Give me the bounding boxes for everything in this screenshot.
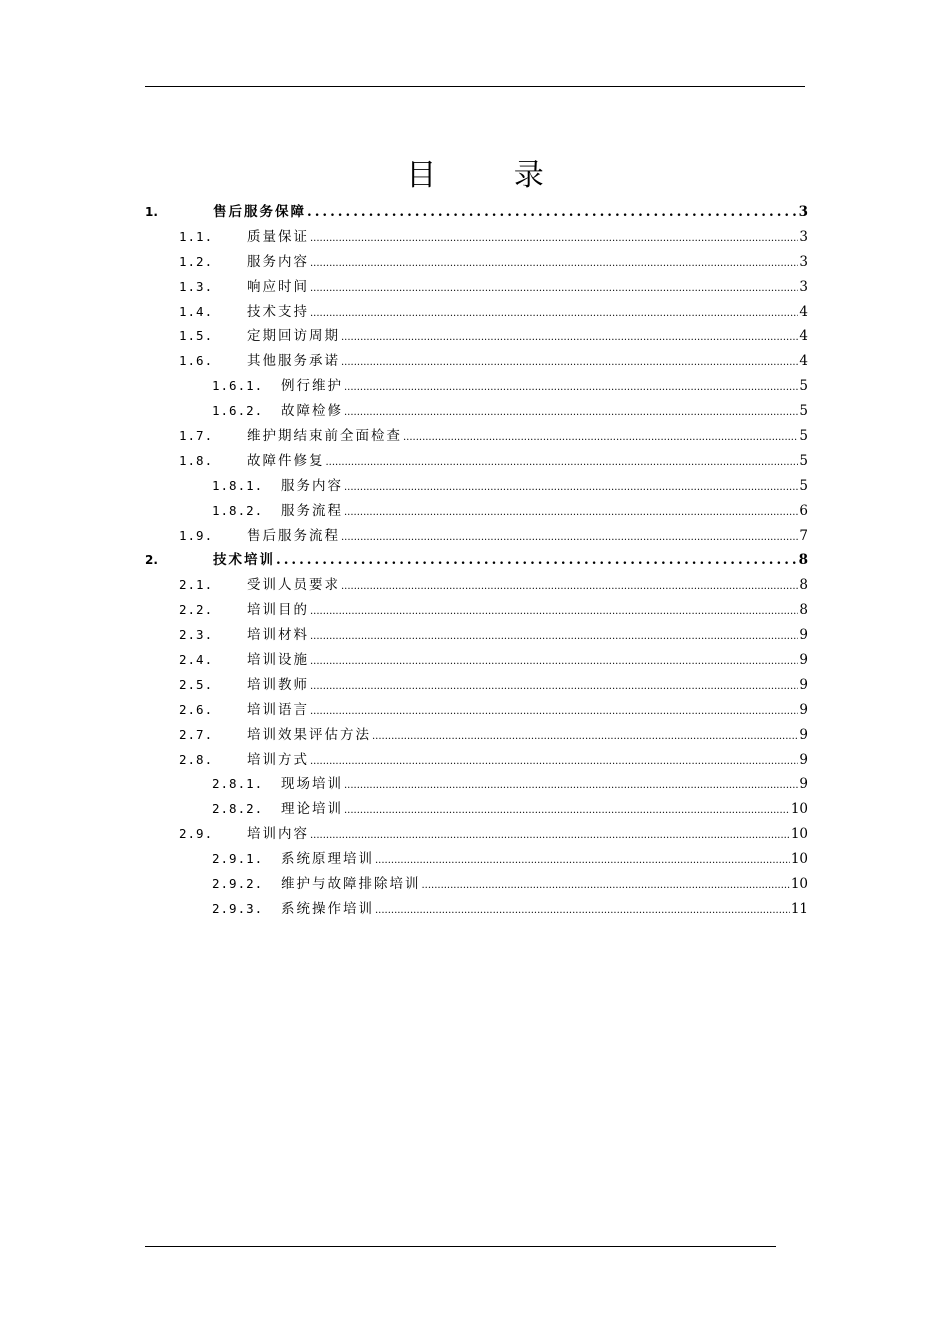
toc-entry[interactable] <box>145 424 808 449</box>
toc-entry-page: 3 <box>799 228 808 245</box>
toc-leader-dots <box>310 698 798 725</box>
toc-entry-label: 受训人员要求 <box>247 577 340 594</box>
toc-entry-label: 其他服务承诺 <box>247 353 340 370</box>
toc-entry[interactable] <box>145 548 808 573</box>
toc-entry-label: 培训方式 <box>247 751 309 768</box>
toc-entry-page: 9 <box>799 676 808 693</box>
toc-entry[interactable] <box>145 797 808 822</box>
toc-leader-dots <box>276 548 798 573</box>
toc-entry-page: 5 <box>799 378 808 395</box>
toc-title: 目 录 <box>406 158 578 193</box>
toc-leader-dots <box>344 399 798 426</box>
toc-leader-dots <box>341 573 798 600</box>
toc-entry[interactable] <box>145 474 808 499</box>
toc-entry-page: 4 <box>799 303 808 320</box>
toc-entry-label: 故障件修复 <box>247 452 325 469</box>
toc-entry-page: 7 <box>799 527 808 544</box>
toc-entry-page: 3 <box>799 253 808 270</box>
toc-leader-dots <box>375 897 790 924</box>
toc-entry-label: 现场培训 <box>281 776 343 793</box>
toc-entry[interactable] <box>145 449 808 474</box>
toc-entry-label: 理论培训 <box>281 801 343 818</box>
toc-entry[interactable] <box>145 275 808 300</box>
toc-entry-page: 9 <box>799 627 808 644</box>
toc-leader-dots <box>307 200 798 225</box>
toc-entry-page: 6 <box>799 502 808 519</box>
toc-entry-number: 1.4. <box>179 303 214 319</box>
toc-entry[interactable] <box>145 399 808 424</box>
toc-entry-page: 8 <box>799 602 808 619</box>
toc-leader-dots <box>310 648 798 675</box>
toc-leader-dots <box>310 300 798 327</box>
toc-entry[interactable] <box>145 723 808 748</box>
toc-entry-number: 1.6.1. <box>212 378 264 394</box>
toc-leader-dots <box>344 374 798 401</box>
toc-leader-dots <box>310 225 798 252</box>
toc-entry-number: 2. <box>145 553 158 568</box>
toc-entry[interactable] <box>145 374 808 399</box>
toc-entry-label: 例行维护 <box>281 378 343 395</box>
table-of-contents <box>145 200 808 922</box>
toc-entry-label: 培训内容 <box>247 826 309 843</box>
toc-entry-label: 技术支持 <box>247 303 309 320</box>
toc-entry-number: 1.3. <box>179 278 214 294</box>
toc-leader-dots <box>341 524 798 551</box>
toc-entry-label: 维护与故障排除培训 <box>281 876 421 893</box>
toc-entry-number: 1.9. <box>179 527 214 543</box>
toc-entry-page: 5 <box>799 452 808 469</box>
toc-entry-label: 培训教师 <box>247 676 309 693</box>
toc-entry-page: 5 <box>799 428 808 445</box>
toc-entry-page: 9 <box>799 776 808 793</box>
toc-leader-dots <box>310 250 798 277</box>
toc-entry-label: 培训材料 <box>247 627 309 644</box>
toc-leader-dots <box>341 324 798 351</box>
toc-entry[interactable] <box>145 648 808 673</box>
toc-entry-number: 2.3. <box>179 627 214 643</box>
toc-entry-label: 响应时间 <box>247 278 309 295</box>
toc-leader-dots <box>344 474 798 501</box>
toc-entry-number: 1. <box>145 205 158 219</box>
toc-entry[interactable] <box>145 200 808 225</box>
toc-entry-label: 质量保证 <box>247 228 309 245</box>
toc-entry-page: 9 <box>799 751 808 768</box>
footer-rule <box>145 1246 776 1247</box>
toc-entry-number: 2.1. <box>179 577 214 593</box>
toc-entry[interactable] <box>145 499 808 524</box>
toc-entry-label: 维护期结束前全面检查 <box>247 428 402 445</box>
toc-entry-number: 1.6.2. <box>212 403 264 419</box>
toc-entry-label: 故障检修 <box>281 403 343 420</box>
toc-entry-number: 1.8. <box>179 452 214 468</box>
toc-entry-page: 5 <box>799 403 808 420</box>
toc-leader-dots <box>310 623 798 650</box>
toc-entry-number: 2.9. <box>179 826 214 842</box>
toc-entry-page: 8 <box>798 552 808 569</box>
toc-entry-number: 2.2. <box>179 602 214 618</box>
toc-entry-number: 2.5. <box>179 676 214 692</box>
toc-entry[interactable] <box>145 673 808 698</box>
toc-entry[interactable] <box>145 573 808 598</box>
toc-entry-label: 技术培训 <box>213 552 275 569</box>
toc-entry[interactable] <box>145 225 808 250</box>
toc-entry-number: 1.6. <box>179 353 214 369</box>
toc-leader-dots <box>310 748 798 775</box>
toc-entry-page: 10 <box>790 876 808 893</box>
toc-entry-page: 10 <box>790 801 808 818</box>
toc-entry-number: 1.1. <box>179 228 214 244</box>
toc-entry[interactable] <box>145 872 808 897</box>
toc-entry-number: 2.9.3. <box>212 900 264 916</box>
toc-entry-number: 2.8.2. <box>212 801 264 817</box>
toc-entry-label: 培训语言 <box>247 701 309 718</box>
toc-entry[interactable] <box>145 847 808 872</box>
toc-entry[interactable] <box>145 748 808 773</box>
toc-leader-dots <box>422 872 790 899</box>
toc-entry[interactable] <box>145 772 808 797</box>
toc-entry-number: 1.2. <box>179 253 214 269</box>
toc-entry-label: 售后服务保障 <box>213 204 306 220</box>
toc-entry-page: 4 <box>799 353 808 370</box>
toc-entry[interactable] <box>145 822 808 847</box>
toc-entry-number: 1.5. <box>179 328 214 344</box>
toc-entry-label: 培训效果评估方法 <box>247 726 371 743</box>
toc-leader-dots <box>341 349 798 376</box>
toc-entry[interactable] <box>145 524 808 549</box>
toc-leader-dots <box>375 847 790 874</box>
toc-entry-page: 11 <box>790 900 808 917</box>
toc-leader-dots <box>310 673 798 700</box>
toc-leader-dots <box>344 797 790 824</box>
toc-entry-page: 9 <box>799 701 808 718</box>
toc-entry-label: 服务内容 <box>281 477 343 494</box>
toc-entry-number: 2.4. <box>179 652 214 668</box>
toc-entry-page: 3 <box>798 204 808 220</box>
toc-leader-dots <box>326 449 799 476</box>
toc-entry[interactable] <box>145 324 808 349</box>
toc-leader-dots <box>310 275 798 302</box>
toc-entry-page: 3 <box>799 278 808 295</box>
toc-entry-label: 培训目的 <box>247 602 309 619</box>
toc-entry-page: 10 <box>790 851 808 868</box>
toc-entry-page: 5 <box>799 477 808 494</box>
toc-entry-number: 2.7. <box>179 726 214 742</box>
toc-entry-number: 1.7. <box>179 428 214 444</box>
toc-entry-number: 1.8.1. <box>212 477 264 493</box>
toc-leader-dots <box>403 424 798 451</box>
toc-leader-dots <box>344 499 798 526</box>
toc-entry-number: 2.6. <box>179 701 214 717</box>
toc-entry[interactable] <box>145 250 808 275</box>
toc-entry-page: 8 <box>799 577 808 594</box>
toc-entry[interactable] <box>145 349 808 374</box>
toc-entry-number: 1.8.2. <box>212 502 264 518</box>
toc-entry[interactable] <box>145 698 808 723</box>
toc-entry[interactable] <box>145 300 808 325</box>
toc-entry-label: 系统操作培训 <box>281 900 374 917</box>
toc-leader-dots <box>344 772 798 799</box>
toc-leader-dots <box>310 598 798 625</box>
header-rule <box>145 86 805 87</box>
toc-entry[interactable] <box>145 623 808 648</box>
toc-entry-page: 9 <box>799 726 808 743</box>
toc-entry-page: 10 <box>790 826 808 843</box>
toc-entry-label: 培训设施 <box>247 652 309 669</box>
toc-entry-page: 4 <box>799 328 808 345</box>
toc-entry-number: 2.9.1. <box>212 851 264 867</box>
toc-entry[interactable] <box>145 598 808 623</box>
toc-entry-label: 定期回访周期 <box>247 328 340 345</box>
toc-entry-number: 2.8. <box>179 751 214 767</box>
toc-leader-dots <box>310 822 790 849</box>
toc-leader-dots <box>372 723 798 750</box>
toc-entry[interactable] <box>145 897 808 922</box>
toc-entry-label: 售后服务流程 <box>247 527 340 544</box>
toc-entry-page: 9 <box>799 652 808 669</box>
toc-entry-label: 服务内容 <box>247 253 309 270</box>
toc-entry-label: 系统原理培训 <box>281 851 374 868</box>
toc-entry-number: 2.9.2. <box>212 876 264 892</box>
toc-entry-label: 服务流程 <box>281 502 343 519</box>
toc-entry-number: 2.8.1. <box>212 776 264 792</box>
